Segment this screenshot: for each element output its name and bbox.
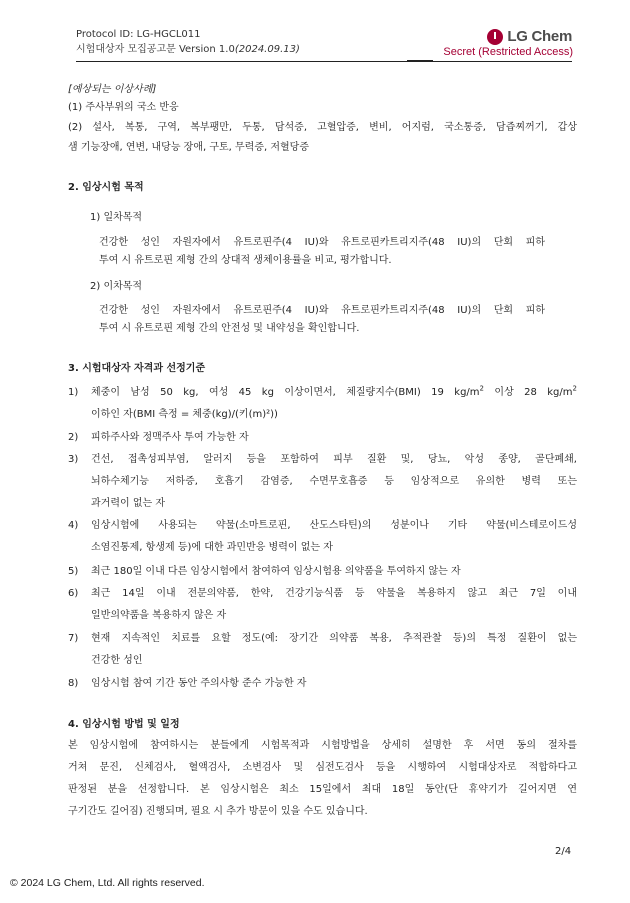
criterion-6-line-1: 최근 14일 이내 전문의약품, 한약, 건강기능식품 등 약물을 복용하지 않고 최근 7일 이내 [91,588,577,599]
section-2-sub-1-title: 1) 일차목적 [90,212,143,223]
section-2-sub-1-line-1: 건강한 성인 자원자에서 유트로핀주(4 IU)와 유트로핀카트리지주(48 IU)의 단회 피하 [99,237,545,248]
section-4-heading: 4. 임상시험 방법 및 일정 [68,719,180,730]
criterion-7-line-1: 현재 지속적인 치료를 요할 정도(예: 장기간 의약품 복용, 추적관찰 등)의 특정 질환이 없는 [91,633,577,644]
page-number: 2/4 [555,846,572,857]
criterion-6-number: 6) [68,588,79,599]
lg-logo-icon [487,29,503,45]
criterion-1-number: 1) [68,387,79,398]
criterion-6-line-2: 일반의약품을 복용하지 않은 자 [91,610,227,621]
criterion-4-line-2: 소염진통제, 항생제 등)에 대한 과민반응 병력이 없는 자 [91,542,333,553]
section-2-sub-2-title: 2) 이차목적 [90,281,143,292]
adverse-heading: [예상되는 이상사례] [68,84,157,95]
section-2-sub-2-line-1: 건강한 성인 자원자에서 유트로핀주(4 IU)와 유트로핀카트리지주(48 IU)의 단회 피하 [99,305,545,316]
adverse-item-1: (1) 주사부위의 국소 반응 [68,102,179,113]
version-date: (2024.09.13) [234,44,300,55]
criterion-5-line-1: 최근 180일 이내 다른 임상시험에서 참여하여 임상시험용 의약품을 투여하지 않는 자 [91,566,461,577]
protocol-id: Protocol ID: LG-HGCL011 [76,29,201,40]
section-3-heading: 3. 시험대상자 자격과 선정기준 [68,363,206,374]
criterion-2-line-1: 피하주사와 정맥주사 투여 가능한 자 [91,432,249,443]
copyright-notice: © 2024 LG Chem, Ltd. All rights reserved. [10,877,205,889]
section-2-heading: 2. 임상시험 목적 [68,182,144,193]
adverse-item-2-line-2: 샘 기능장애, 연변, 내당능 장애, 구토, 무력증, 저혈당증 [68,142,310,153]
criterion-1-line-1: 체중이 남성 50 kg, 여성 45 kg 이상이면서, 체질량지수(BMI) 19 $kg/m^2$ 이상 28 $kg/m^2$ [91,384,577,398]
criterion-8-line-1: 임상시험 참여 기간 동안 주의사항 준수 가능한 자 [91,678,307,689]
section-4-line-2: 거쳐 문진, 신체검사, 혈액검사, 소변검사 및 심전도검사 등을 시행하여 시험대상자로 적합하다고 [68,762,577,773]
section-4-line-3: 판정된 분을 선정합니다. 본 임상시험은 최소 15일에서 최대 18일 동안(단 휴약기가 길어지면 연 [68,784,577,795]
criterion-3-line-2: 뇌하수체기능 저하증, 호흡기 감염증, 수면무호흡증 등 임상적으로 유의한 병력 또는 [91,476,577,487]
company-name: LG Chem [507,28,572,45]
criterion-2-number: 2) [68,432,79,443]
criterion-3-line-1: 건선, 접촉성피부염, 알러지 등을 포함하여 피부 질환 및, 당뇨, 악성 종양, 골단폐쇄, [91,454,577,465]
section-4-line-1: 본 임상시험에 참여하시는 분들에게 시험목적과 시험방법을 상세히 설명한 후 서면 동의 절차를 [68,740,577,751]
criterion-7-line-2: 건강한 성인 [91,655,143,666]
criterion-1-line-2: 이하인 자(BMI 측정 = 체중(kg)/(키(m)²)) [91,409,278,420]
adverse-item-2-line-1: (2) 설사, 복통, 구역, 복부팽만, 두통, 담석증, 고혈압증, 변비, 어지럼, 국소통증, 담즙찌꺼기, 갑상 [68,122,577,133]
section-4-line-4: 구기간도 길어짐) 진행되며, 필요 시 추가 방문이 있을 수도 있습니다. [68,806,368,817]
criterion-3-number: 3) [68,454,79,465]
section-2-sub-2-line-2: 투여 시 유트로핀 제형 간의 안전성 및 내약성을 확인합니다. [99,323,360,334]
criterion-3-line-3: 과거력이 없는 자 [91,498,165,509]
company-logo [487,28,572,45]
criterion-4-line-1: 임상시험에 사용되는 약물(소마트로핀, 산도스타틴)의 성분이나 기타 약물(비스테로이드성 [91,520,577,531]
criterion-5-number: 5) [68,566,79,577]
criterion-7-number: 7) [68,633,79,644]
section-2-sub-1-line-2: 투여 시 유트로핀 제형 간의 상대적 생체이용률을 비교, 평가합니다. [99,255,392,266]
criterion-8-number: 8) [68,678,79,689]
document-header [76,27,300,57]
doc-title-line [76,42,300,57]
version: Version 1.0 [178,44,235,55]
classification-label: Secret (Restricted Access) [443,46,573,58]
header-divider [76,61,572,62]
criterion-4-number: 4) [68,520,79,531]
header-divider-mark [407,60,433,62]
doc-title: 시험대상자 모집공고문 [76,44,176,55]
